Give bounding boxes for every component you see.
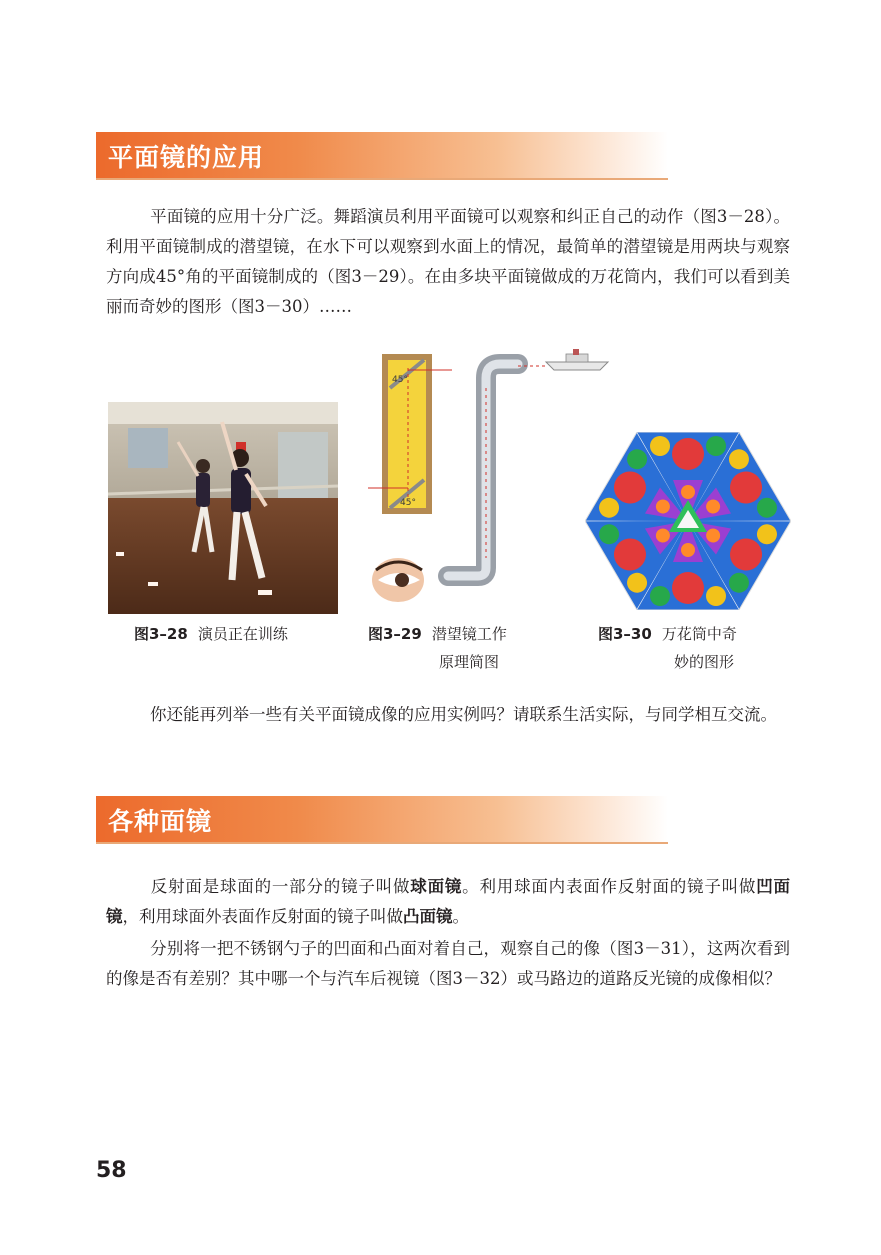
paragraph-text: ，利用球面外表面作反射面的镜子叫做 [122, 907, 403, 926]
caption-text: 万花筒中奇 [661, 625, 737, 643]
paragraph-text: 反射面是球面的一部分的镜子叫做 [150, 877, 411, 896]
page-number: 58 [96, 1158, 127, 1183]
figure-number: 图3–28 [134, 625, 188, 643]
periscope-diagram [368, 348, 618, 614]
figure-caption [598, 620, 737, 676]
figure-number: 图3–30 [598, 625, 652, 643]
caption-text: 原理简图 [439, 653, 500, 671]
term-concave-mirror: 凹面镜 [106, 877, 791, 926]
section-heading-band [96, 796, 668, 844]
figure-number: 图3–29 [368, 625, 422, 643]
body-paragraph [106, 700, 790, 730]
section-title: 平面镜的应用 [108, 143, 265, 172]
caption-text: 潜望镜工作 [431, 625, 507, 643]
section-heading-band [96, 132, 668, 180]
paragraph-text: 平面镜的应用十分广泛。舞蹈演员利用平面镜可以观察和纠正自己的动作（图3－28）。利用平面镜制成的潜望镜，在水下可以观察到水面上的情况，最简单的潜望镜是用两块与观察方向成45°角的平面镜制成的（图3－29）。在由多块平面镜做成的万花筒内，我们可以看到美丽而奇妙的图形（图3－30）…… [106, 207, 790, 316]
figure-caption [368, 620, 507, 676]
body-paragraph [106, 202, 790, 322]
kaleidoscope-image [585, 432, 791, 610]
angle-label: 45° [392, 375, 408, 385]
term-convex-mirror: 凸面镜 [403, 907, 453, 926]
paragraph-text: 。利用球面内表面作反射面的镜子叫做 [462, 877, 757, 896]
body-paragraph [106, 872, 790, 932]
caption-text: 演员正在训练 [197, 625, 288, 643]
angle-label: 45° [400, 498, 416, 508]
paragraph-text: 分别将一把不锈钢勺子的凹面和凸面对着自己，观察自己的像（图3－31），这两次看到的像是否有差别？其中哪一个与汽车后视镜（图3－32）或马路边的道路反光镜的成像相似？ [106, 939, 790, 988]
paragraph-text: 你还能再列举一些有关平面镜成像的应用实例吗？请联系生活实际，与同学相互交流。 [150, 705, 777, 724]
term-spherical-mirror: 球面镜 [410, 877, 463, 896]
body-paragraph [106, 934, 790, 994]
section-title: 各种面镜 [108, 807, 213, 836]
paragraph-text: 。 [452, 907, 469, 926]
dancer-photo [108, 402, 338, 614]
caption-text: 妙的图形 [674, 653, 735, 671]
figure-caption [134, 620, 288, 648]
